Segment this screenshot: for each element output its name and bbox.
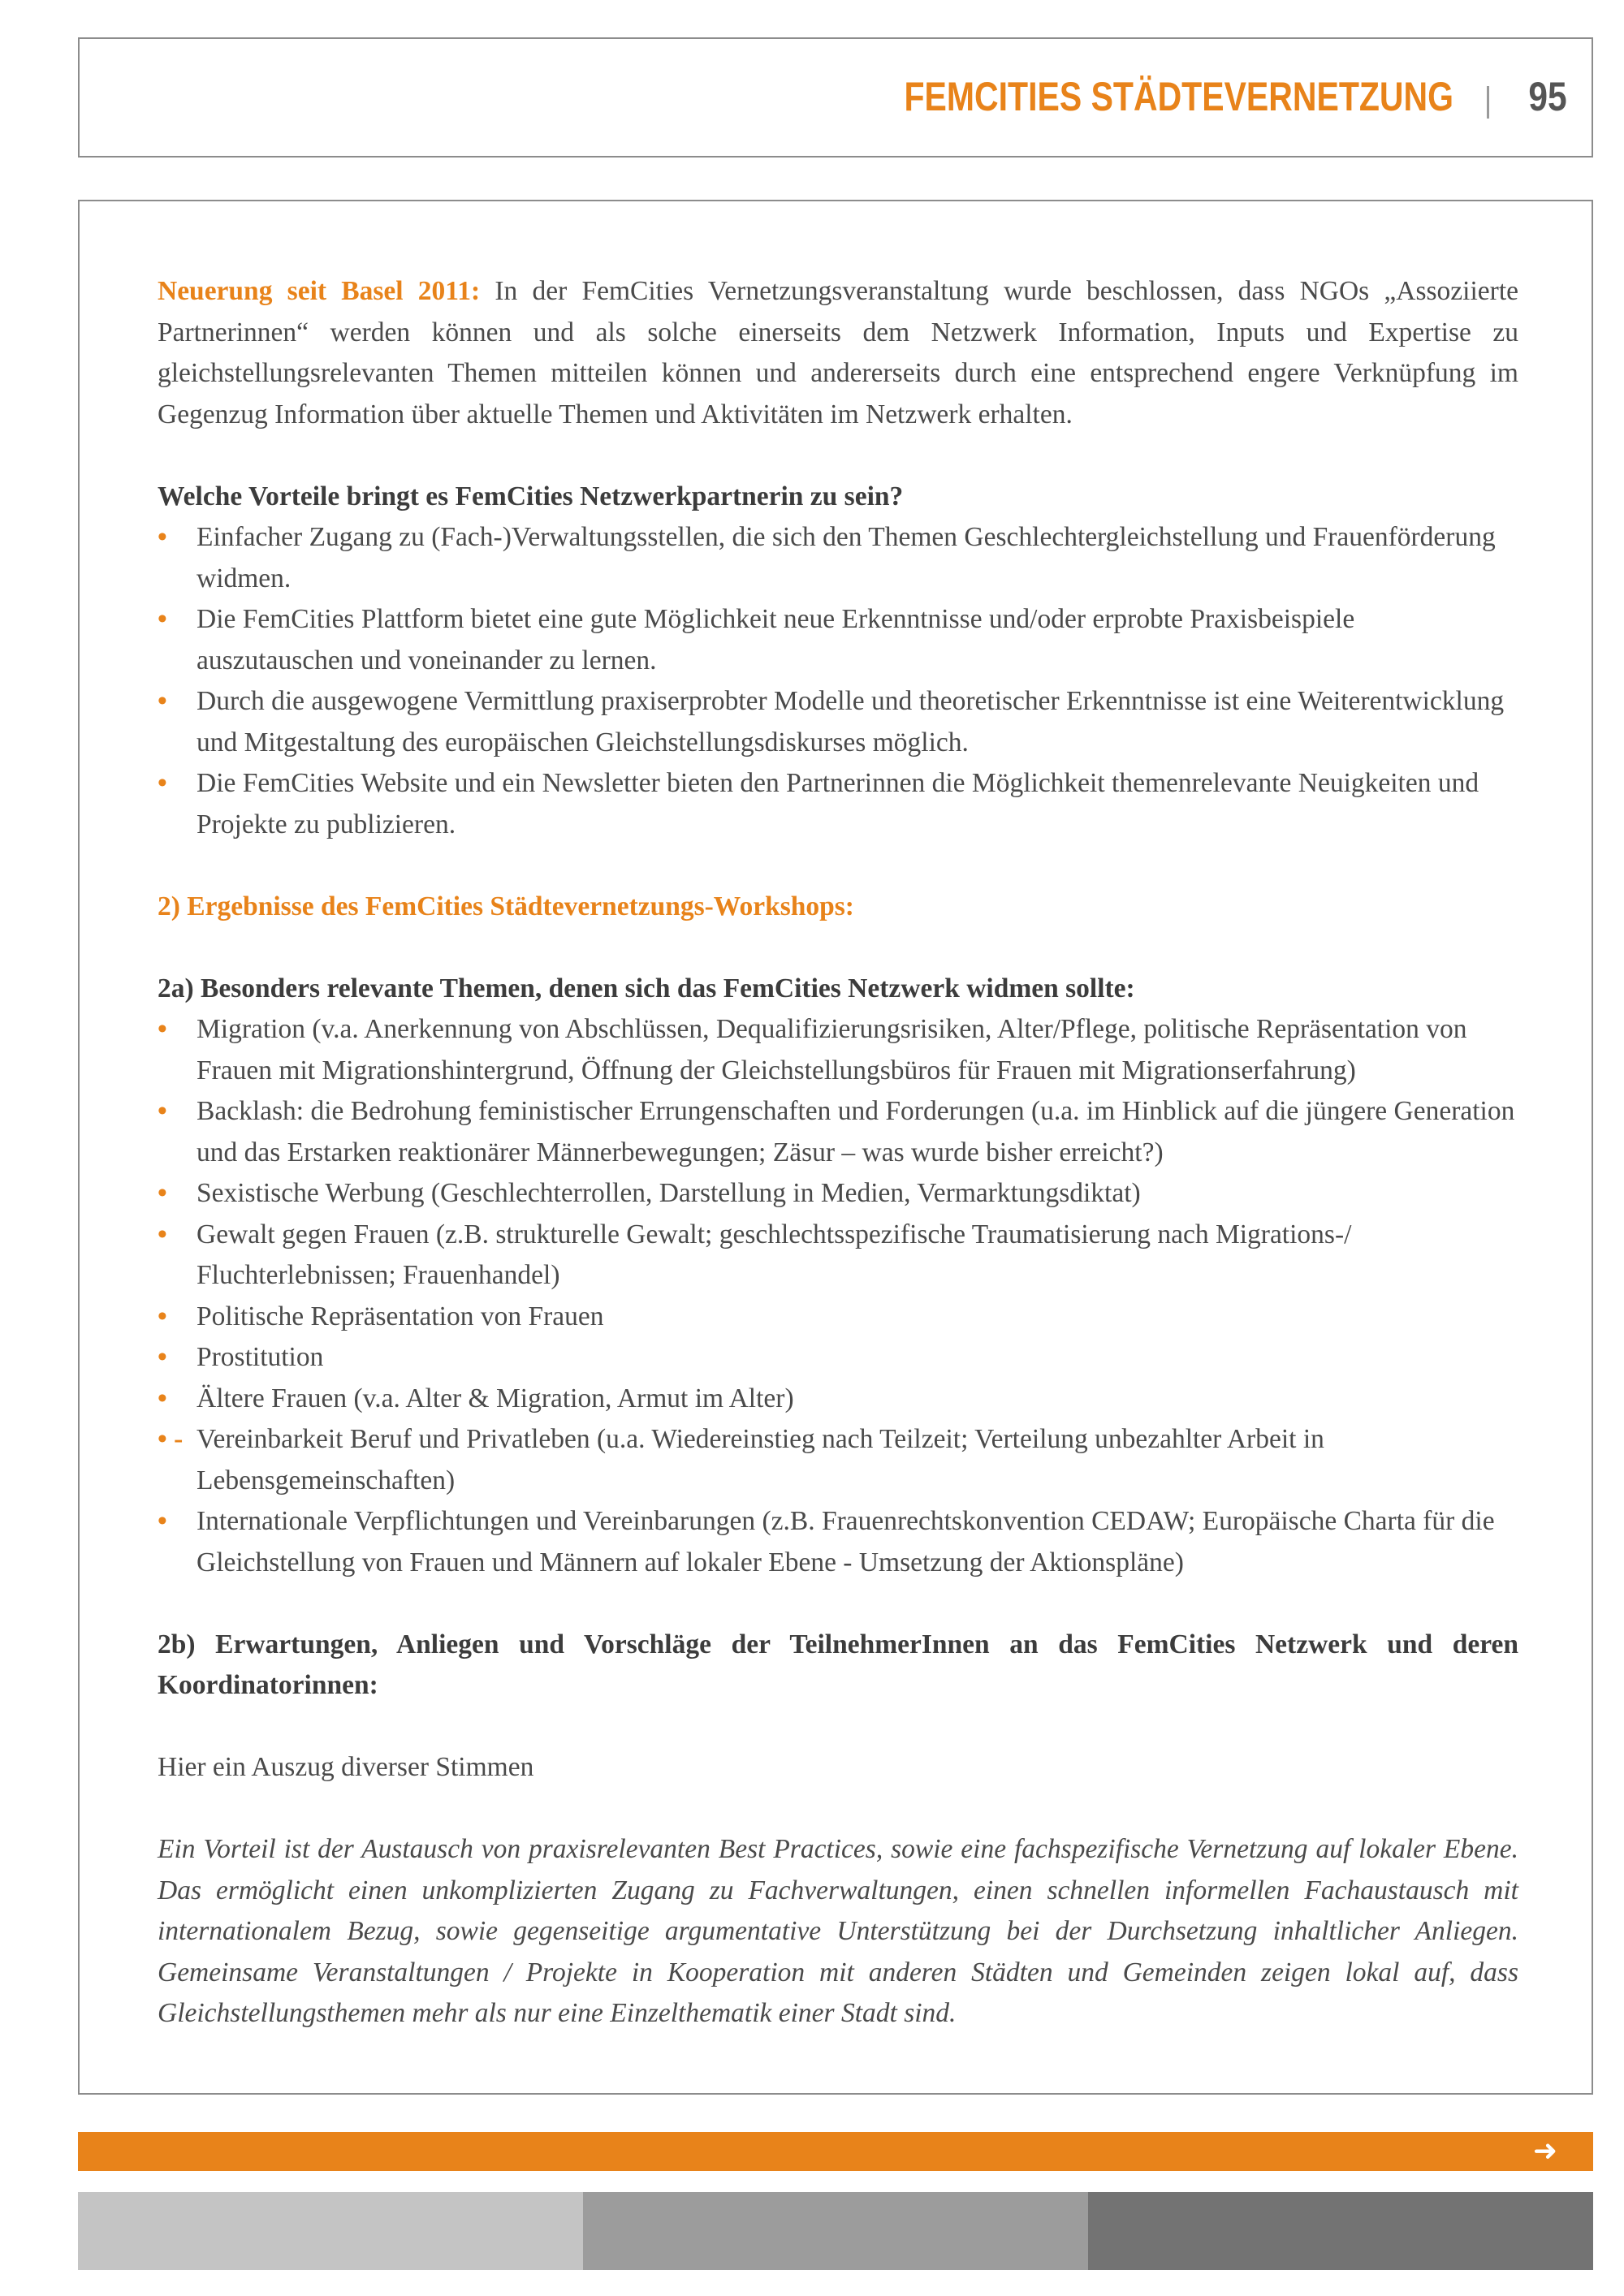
list-item: • Sexistische Werbung (Geschlechterrollen, Darstellung in Medien, Vermarktungsdiktat) xyxy=(158,1173,1518,1215)
list-item: • Gewalt gegen Frauen (z.B. strukturelle Gewalt; geschlechtsspezifische Traumatisierung nach Migrations-/ Fluchterlebnissen; Frauenhandel) xyxy=(158,1215,1518,1297)
arrow-right-icon[interactable]: ➜ xyxy=(1532,2134,1557,2168)
bullet-icon: • xyxy=(158,1014,167,1044)
themen-list xyxy=(158,1009,1518,1583)
bullet-icon: • xyxy=(158,1342,167,1372)
list-item: • Internationale Verpflichtungen und Vereinbarungen (z.B. Frauenrechtskonvention CEDAW; Europäische Charta für die Gleichstellung von Frauen und Männern auf lokaler Ebene - Umsetzung der Aktionspläne) xyxy=(158,1501,1518,1583)
page-header-title: FEMCITIES STÄDTEVERNETZUNG xyxy=(904,74,1453,119)
list-item: • Die FemCities Website und ein Newsletter bieten den Partnerinnen die Möglichkeit themenrelevante Neuigkeiten und Projekte zu publizieren. xyxy=(158,763,1518,845)
vorteile-list xyxy=(158,517,1518,845)
list-item: • Politische Repräsentation von Frauen xyxy=(158,1297,1518,1338)
bullet-icon: • xyxy=(158,1506,167,1536)
list-item: • Migration (v.a. Anerkennung von Abschlüssen, Dequalifizierungsrisiken, Alter/Pflege, politische Repräsentation von Frauen mit Migrationshintergrund, Öffnung der Gleichstellungsbüros für Frauen mit Migrationserfahrung) xyxy=(158,1009,1518,1091)
section2b-heading: 2b) Erwartungen, Anliegen und Vorschläge der TeilnehmerInnen an das FemCities Netzwerk und deren Koordinatorinnen: xyxy=(158,1629,1518,1700)
bullet-icon: • xyxy=(158,1383,167,1413)
bullet-icon: • xyxy=(158,1301,167,1331)
list-item: • Prostitution xyxy=(158,1337,1518,1379)
page-header xyxy=(78,37,1593,158)
bullet-icon: • xyxy=(158,1219,167,1249)
bullet-icon: • xyxy=(158,522,167,552)
footer-bar xyxy=(78,2132,1593,2171)
content-frame xyxy=(78,200,1593,2095)
intro-label: Neuerung seit Basel 2011: xyxy=(158,276,481,306)
intro-paragraph xyxy=(158,271,1518,435)
content-body xyxy=(158,271,1518,2035)
footer-block-medium xyxy=(583,2192,1088,2270)
bullet-icon: • - xyxy=(158,1424,184,1454)
list-item: • - Vereinbarkeit Beruf und Privatleben (u.a. Wiedereinstieg nach Teilzeit; Verteilung unbezahlter Arbeit in Lebensgemeinschaften) xyxy=(158,1419,1518,1501)
bullet-icon: • xyxy=(158,1178,167,1208)
list-item: • Die FemCities Plattform bietet eine gute Möglichkeit neue Erkenntnisse und/oder erprobte Praxisbeispiele auszutauschen und voneinander zu lernen. xyxy=(158,599,1518,681)
section2-heading: 2) Ergebnisse des FemCities Städtevernetzungs-Workshops: xyxy=(158,891,854,921)
bullet-icon: • xyxy=(158,604,167,634)
section2b-intro: Hier ein Auszug diverser Stimmen xyxy=(158,1752,534,1782)
footer-block-dark xyxy=(1088,2192,1593,2270)
list-item: • Durch die ausgewogene Vermittlung praxiserprobter Modelle und theoretischer Erkenntnisse ist eine Weiterentwicklung und Mitgestaltung des europäischen Gleichstellungsdiskurses möglich. xyxy=(158,681,1518,763)
footer-block-light xyxy=(78,2192,583,2270)
section2a-heading: 2a) Besonders relevante Themen, denen sich das FemCities Netzwerk widmen sollte: xyxy=(158,973,1135,1003)
bullet-icon: • xyxy=(158,686,167,716)
list-item: • Einfacher Zugang zu (Fach-)Verwaltungsstellen, die sich den Themen Geschlechtergleichstellung und Frauenförderung widmen. xyxy=(158,517,1518,599)
bullet-icon: • xyxy=(158,768,167,798)
quote-paragraph: Ein Vorteil ist der Austausch von praxisrelevanten Best Practices, sowie eine fachspezifische Vernetzung auf lokaler Ebene. Das ermöglicht einen unkomplizierten Zugang zu Fachverwaltungen, einen schnellen informellen Fachaustausch mit internationalem Bezug, sowie gegenseitige argumentative Unterstützung bei der Durchsetzung inhaltlicher Anliegen. Gemeinsame Veranstaltungen / Projekte in Kooperation mit anderen Städten und Gemeinden zeigen lokal auf, dass Gleichstellungsthemen mehr als nur eine Einzelthematik einer Stadt sind. xyxy=(158,1834,1518,2028)
header-separator xyxy=(1487,86,1489,119)
list-item: • Ältere Frauen (v.a. Alter & Migration, Armut im Alter) xyxy=(158,1379,1518,1420)
intro-text: In der FemCities Vernetzungsveranstaltung wurde beschlossen, dass NGOs „Assoziierte Partnerinnen“ werden können und als solche einerseits dem Netzwerk Information, Inputs und Expertise zu gleichstellungsrelevanten Themen mitteilen können und andererseits durch eine entsprechend engere Verknüpfung im Gegenzug Information über aktuelle Themen und Aktivitäten im Netzwerk erhalten. xyxy=(158,276,1518,429)
bullet-icon: • xyxy=(158,1096,167,1126)
page-number: 95 xyxy=(1528,74,1567,119)
list-item: • Backlash: die Bedrohung feministischer Errungenschaften und Forderungen (u.a. im Hinblick auf die jüngere Generation und das Erstarken reaktionärer Männerbewegungen; Zäsur – was wurde bisher erreicht?) xyxy=(158,1091,1518,1173)
vorteile-heading: Welche Vorteile bringt es FemCities Netzwerkpartnerin zu sein? xyxy=(158,481,904,511)
